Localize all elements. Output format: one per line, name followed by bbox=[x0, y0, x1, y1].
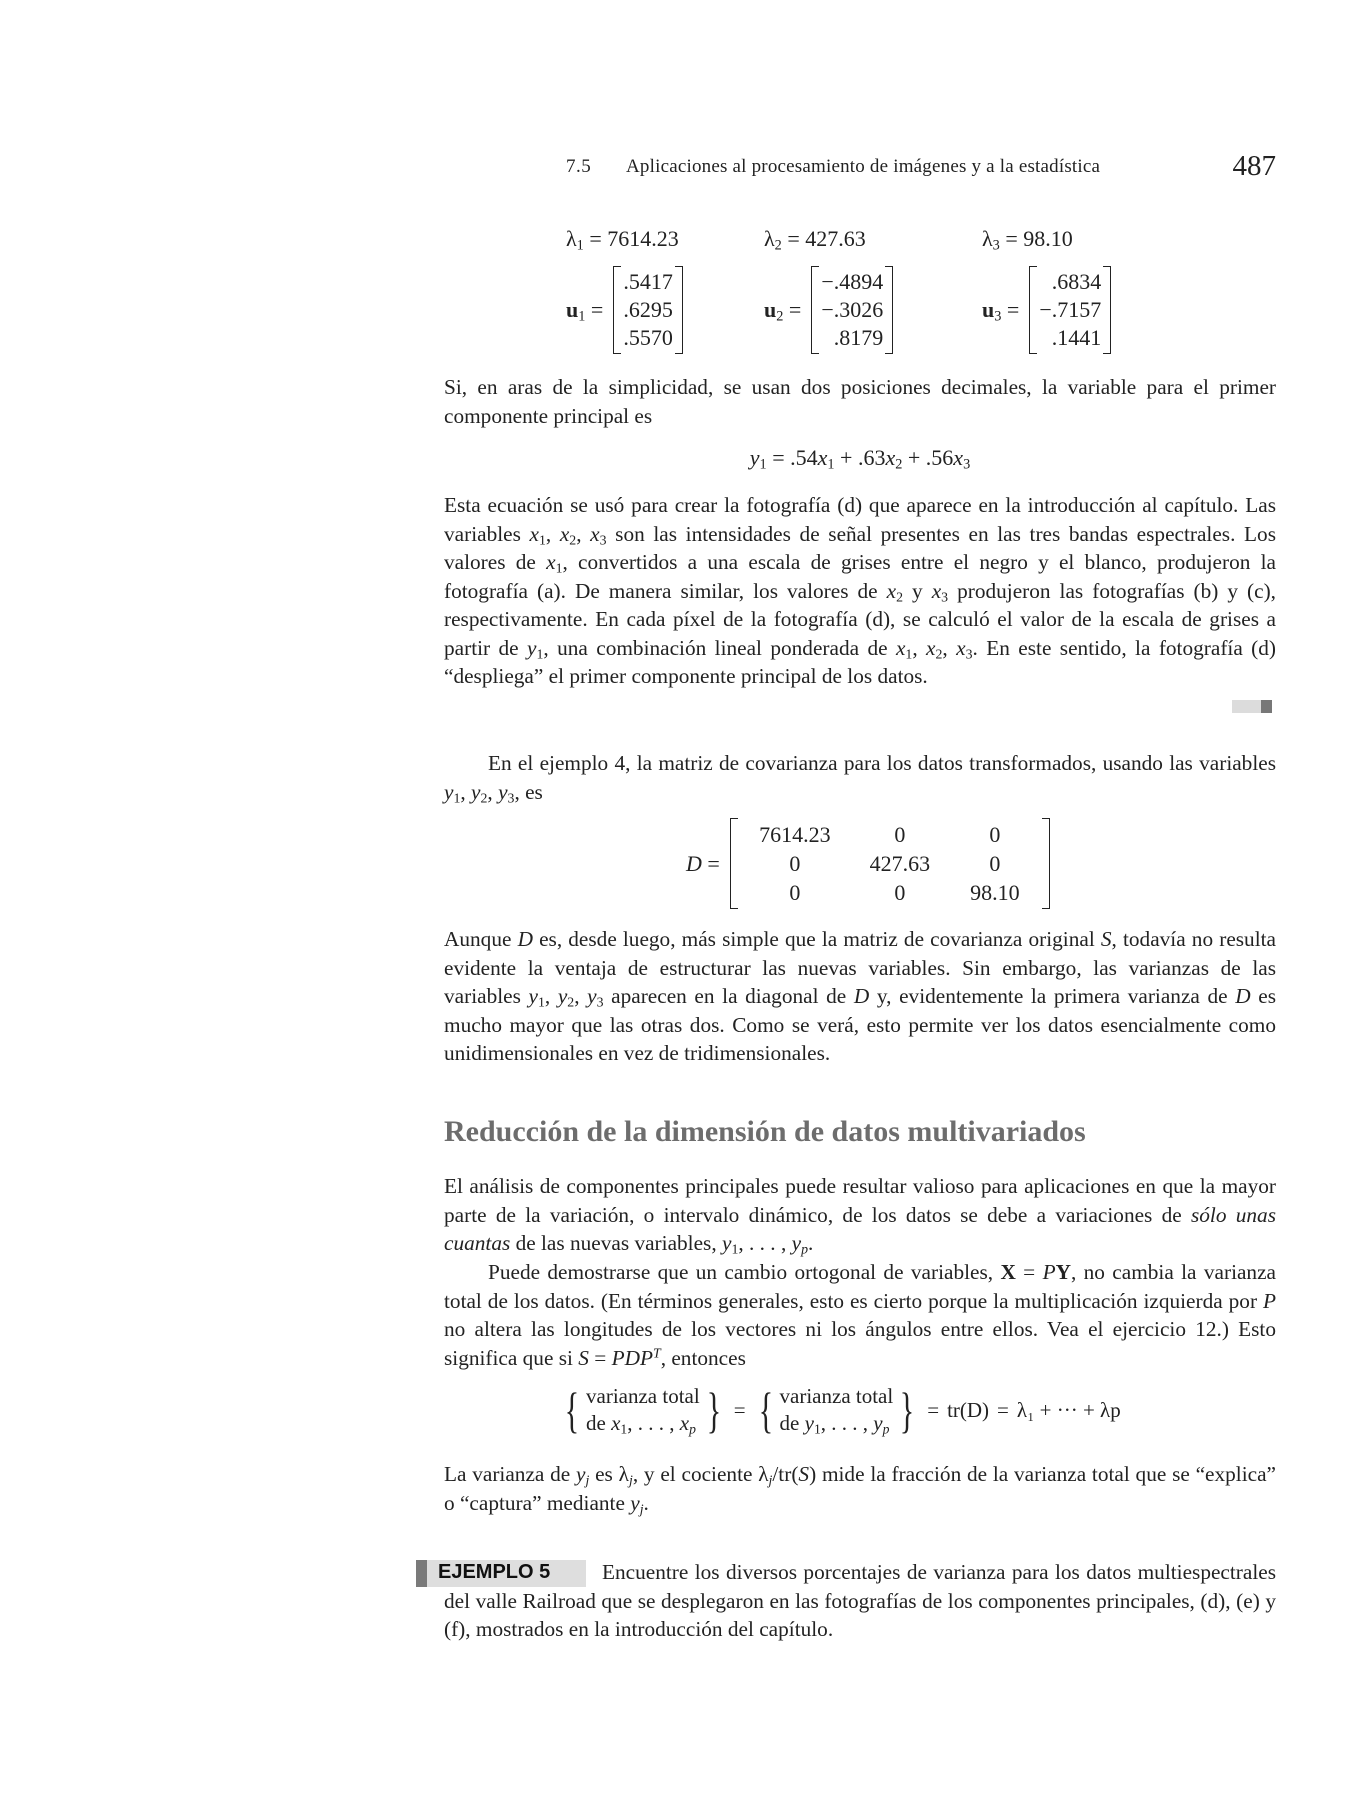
paragraph-4: Aunque D es, desde luego, más simple que la matriz de covarianza original S, todavía no resulta evidente la ventaja de estructurar las nuevas variables. Sin embargo, las varianzas de las variables $y_1$, $y_2$, $y_3$ aparecen en la diagonal de D y, evidentemente la primera varianza de D es mucho mayor que las otras dos. Como se verá, esto permite ver los datos esencialmente como unidimensionales en vez de tridimensionales. bbox=[444, 927, 1276, 1065]
paragraph-6: Puede demostrarse que un cambio ortogonal de variables, X = PY, no cambia la varianza total de los datos. (En términos generales, esto es cierto porque la multiplicación izquierda por P no altera las longitudes de los vectores ni los ángulos entre ellos. Vea el ejercicio 12.) Esto significa que si $S = PDP^T$, entonces bbox=[444, 1260, 1276, 1370]
eigenvalue-3: $\lambda_3 = 98.10$ bbox=[982, 226, 1073, 254]
paragraph-2: Esta ecuación se usó para crear la fotografía (d) que aparece en la introducción al capítulo. Las variables $x_1$, $x_2$, $x_3$ son las intensidades de señal presentes en las tres bandas espectrales. Los valores de $x_1$, convertidos a una escala de grises entre el negro y el blanco, produjeron la fotografía (a). De manera similar, los valores de $x_2$ y $x_3$ produjeron las fotografías (b) y (c), respectivamente. En cada píxel de la fotografía (d), se calculó el valor de la escala de grises a partir de $y_1$, una combinación lineal ponderada de $x_1$, $x_2$, $x_3$. En este sentido, la fotografía (d) “despliega” el primer componente principal de los datos. bbox=[444, 493, 1277, 688]
paragraph-3: En el ejemplo 4, la matriz de covarianza para los datos transformados, usando las variables $y_1$, $y_2$, $y_3$, es bbox=[444, 751, 1276, 805]
paragraph-1: Si, en aras de la simplicidad, se usan dos posiciones decimales, la variable para el primer componente principal es bbox=[444, 375, 1276, 428]
eigenvector-1: $u_1$ = .5417 .6295 .5570 bbox=[566, 266, 683, 354]
eigenvector-3: $u_3$ = .6834 −.7157 .1441 bbox=[982, 266, 1111, 354]
variance-equation: { varianza total de $x_1$, . . . , $x_p$ } = { varianza total de $y_1$, . . . , $y_p$ } = tr(D) = λ₁ + ··· + λp bbox=[564, 1382, 1121, 1438]
section-number: 7.5 bbox=[566, 156, 592, 177]
page-number: 487 bbox=[1232, 150, 1276, 182]
running-head bbox=[566, 150, 1276, 190]
equation-y1: $y_1 = .54x_1 + .63x_2 + .56x_3$ bbox=[749, 445, 971, 473]
matrix-D: D = 7614.23 0 0 0 427.63 0 0 0 98.10 bbox=[686, 818, 1050, 909]
section-title: Aplicaciones al procesamiento de imágenes y a la estadística bbox=[626, 156, 1101, 177]
section-heading: Reducción de la dimensión de datos multivariados bbox=[444, 1115, 1086, 1148]
eigenvalue-2: $\lambda_2 = 427.63$ bbox=[764, 226, 866, 254]
example-label: EJEMPLO 5 bbox=[438, 1561, 551, 1583]
end-of-example-marker bbox=[1232, 700, 1272, 713]
paragraph-5: El análisis de componentes principales puede resultar valioso para aplicaciones en que la mayor parte de la variación, o intervalo dinámico, de los datos se debe a variaciones de sólo unas cuantas de las nuevas variables, $y_1$, . . . , $y_p$. bbox=[444, 1174, 1276, 1257]
example-text: Encuentre los diversos porcentajes de varianza para los datos multiespectrales del valle Railroad que se desplegaron en las fotografías de los componentes principales, (d), (e) y (f), mostrados en la introducción del capítulo. bbox=[444, 1560, 1276, 1641]
paragraph-7: La varianza de $y_j$ es $\lambda_j$, y el cociente $\lambda_j/tr(S)$ mide la fracción de la varianza total que se “explica” o “captura” mediante $y_j$. bbox=[444, 1462, 1277, 1516]
example-bar bbox=[416, 1560, 427, 1587]
eigenvalue-1: $\lambda_1 = 7614.23$ bbox=[566, 226, 679, 254]
eigenvector-2: $u_2$ = −.4894 −.3026 .8179 bbox=[764, 266, 893, 354]
